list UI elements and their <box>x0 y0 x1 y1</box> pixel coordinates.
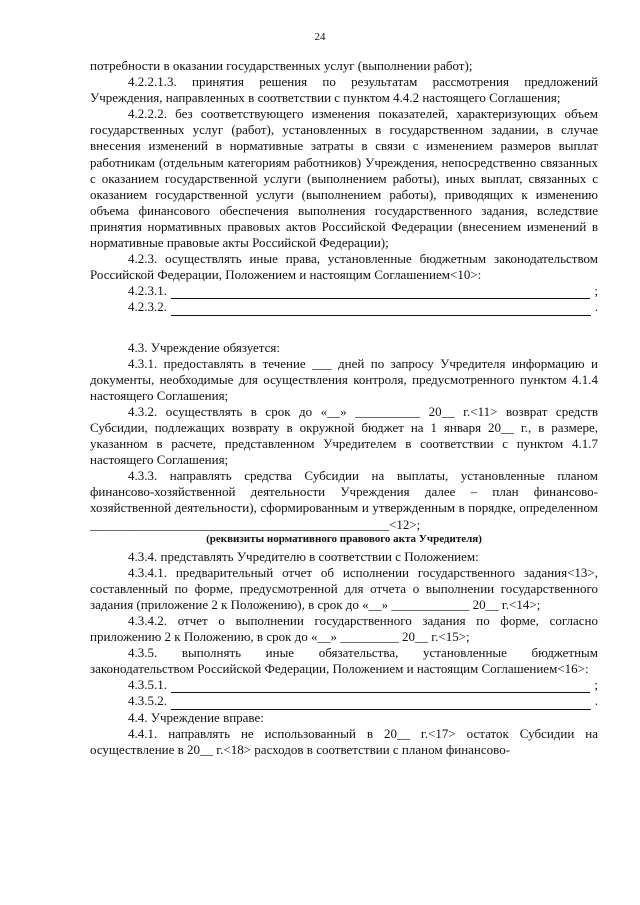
clause-4-2-3-1-line <box>90 283 598 299</box>
clause-4-3-1: 4.3.1. предоставлять в течение ___ дней по запросу Учредителя информацию и документы, необходимые для осуществления контроля, предусмотренного пунктом 4.1.4 настоящего Соглашения; <box>90 355 598 403</box>
clause-4-3-4-1: 4.3.4.1. предварительный отчет об исполнении государственного задания<13>, составленный по форме, предусмотренной для отчета о выполнении государственного задания (приложение 2 к Положению), в срок до «__» ____________ 20__ г.<14>; <box>90 564 598 612</box>
fill-in-line <box>171 679 590 693</box>
fill-in-line <box>171 285 590 299</box>
clause-4-2-2-1-3: 4.2.2.1.3. принятия решения по результатам рассмотрения предложений Учреждения, направленных в соответствии с пунктом 4.4.2 настоящего Соглашения; <box>90 74 598 106</box>
clause-4-2-3-2-line <box>90 299 598 315</box>
fill-in-line <box>171 696 591 710</box>
paragraph-continuation: потребности в оказании государственных услуг (выполнении работ); <box>90 58 473 73</box>
clause-4-3-5-1-line <box>90 677 598 693</box>
clause-4-2-3: 4.2.3. осуществлять иные права, установленные бюджетным законодательством Российской Федерации, Положением и настоящим Соглашением<10>: <box>90 251 598 283</box>
clause-label: 4.2.3.2. <box>128 299 167 315</box>
spacer <box>90 316 598 332</box>
clause-4-3-3: 4.3.3. направлять средства Субсидии на выплаты, установленные планом финансово-хозяйственной деятельности Учреждения далее – план финансово-хозяйственной деятельности), сформированным и утвержденным в порядке, определенном ______________________________________________<12>; <box>90 468 598 532</box>
line-end-mark: . <box>594 299 598 315</box>
document-body <box>90 58 598 758</box>
clause-4-3-4: 4.3.4. представлять Учредителю в соответствии с Положением: <box>128 548 479 564</box>
line-end-mark: ; <box>594 677 598 693</box>
clause-label: 4.2.3.1. <box>128 283 167 299</box>
clause-4-2-2-2: 4.2.2.2. без соответствующего изменения показателей, характеризующих объем государственных услуг (работ), установленных в государственном задании, в случае внесения изменений в нормативные затраты в связи с изменением размеров выплат работникам (отдельным категориям работников) Учреждения, непосредственно связанных с оказанием государственной услуги (выполнением работы), иных выплат, связанных с оказанием государственной услуги (выполнением работы), приводящих к изменению объема финансового обеспечения выполнения государственного задания, вследствие принятия нормативных правовых актов Российской Федерации (внесением изменений в нормативные правовые акты Российской Федерации); <box>90 106 598 251</box>
clause-4-3-2: 4.3.2. осуществлять в срок до «__» __________ 20__ г.<11> возврат средств Субсидии, подлежащих возврату в окружной бюджет на 1 января 20__ г., в размере, указанном в расчете, представленном Учредителем в соответствии с пунктом 4.1.7 настоящего Соглашения; <box>90 403 598 468</box>
page-number: 24 <box>314 31 326 43</box>
clause-4-3-5-2-line <box>90 693 598 709</box>
clause-label: 4.3.5.2. <box>128 693 167 709</box>
line-end-mark: ; <box>594 283 598 299</box>
fill-in-line <box>171 302 591 316</box>
spacer <box>90 332 598 340</box>
clause-4-3-5: 4.3.5. выполнять иные обязательства, установленные бюджетным законодательством Российской Федерации, Положением и настоящим Соглашением<16>: <box>90 645 598 677</box>
clause-4-3-4-2: 4.3.4.2. отчет о выполнении государственного задания по форме, согласно приложению 2 к Положению, в срок до «__» _________ 20__ г.<15>; <box>90 613 598 645</box>
clause-4-4-1: 4.4.1. направлять не использованный в 20__ г.<17> остаток Субсидии на осуществление в 20__ г.<18> расходов в соответствии с планом финансово- <box>90 725 598 757</box>
line-end-mark: . <box>594 693 598 709</box>
section-4-4-heading: 4.4. Учреждение вправе: <box>128 709 264 725</box>
section-4-3-heading: 4.3. Учреждение обязуется: <box>128 339 280 355</box>
requisites-caption: (реквизиты нормативного правового акта Учредителя) <box>206 532 482 545</box>
clause-label: 4.3.5.1. <box>128 677 167 693</box>
